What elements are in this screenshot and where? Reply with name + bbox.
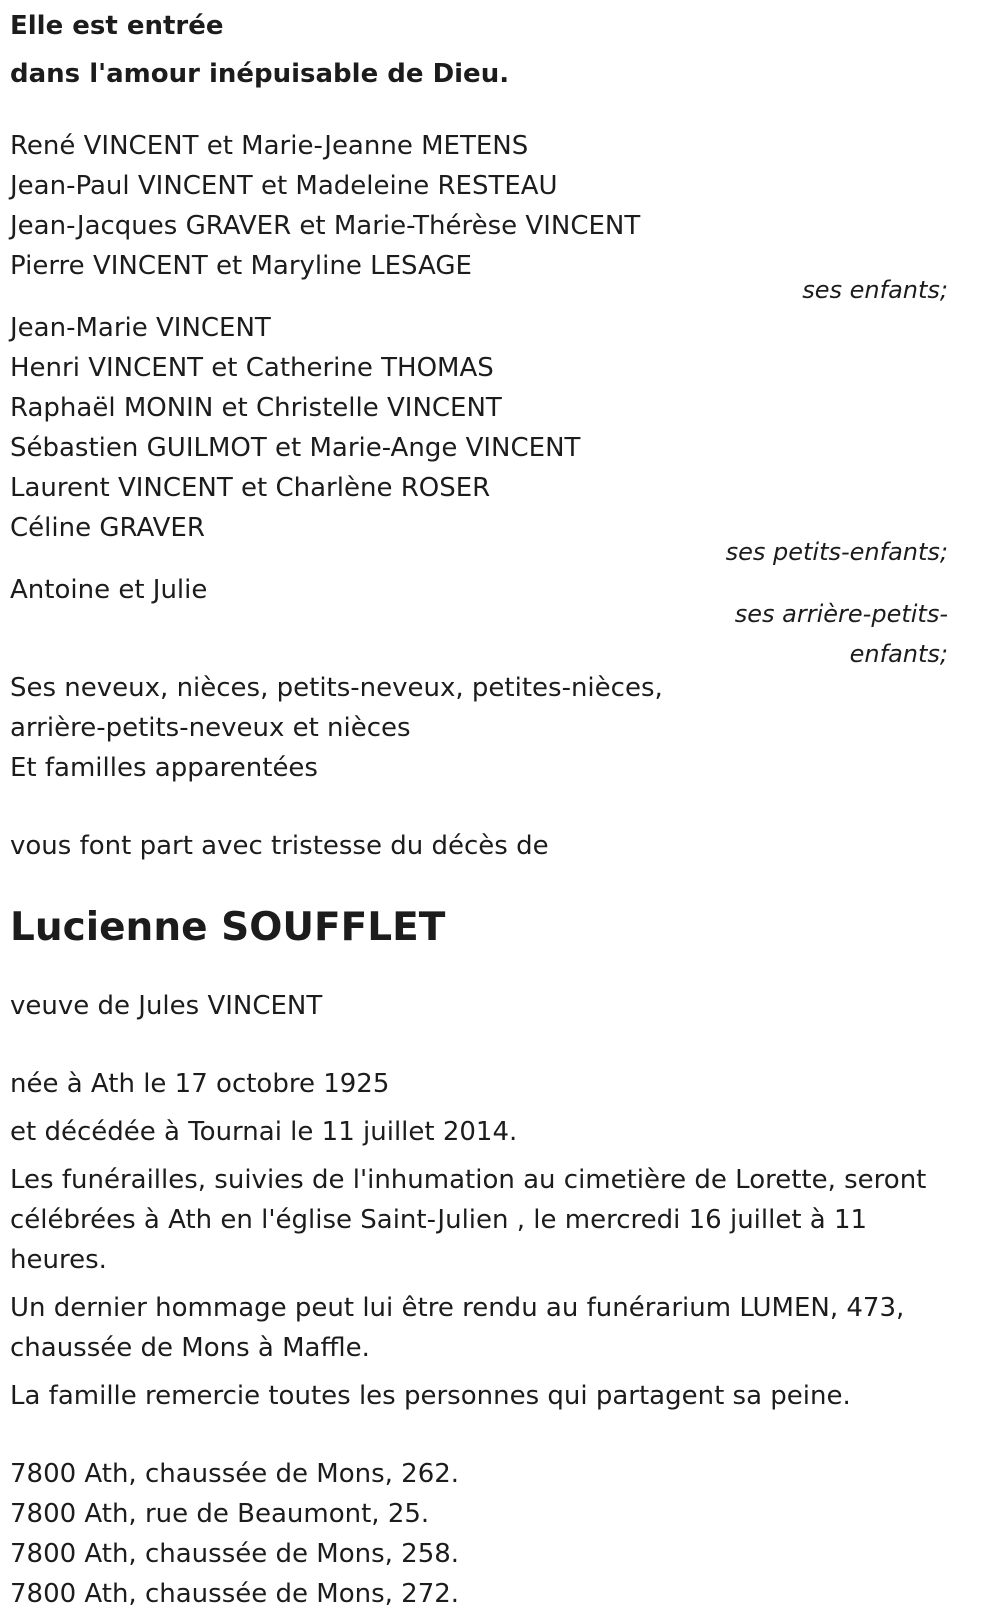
list-item: Antoine et Julie xyxy=(10,575,208,605)
list-item: Raphaël MONIN et Christelle VINCENT xyxy=(10,393,502,423)
children-role: ses enfants; xyxy=(802,276,948,304)
great-grandchildren-role-line-2: enfants; xyxy=(849,640,948,668)
great-grandchildren-role-line-1: ses arrière-petits- xyxy=(734,600,948,628)
great-grandchildren-role xyxy=(735,594,948,674)
address-item: 7800 Ath, rue de Beaumont, 25. xyxy=(10,1499,430,1529)
address-item: 7800 Ath, chaussée de Mons, 258. xyxy=(10,1539,460,1569)
relatives-line-1: Ses neveux, nièces, petits-neveux, petites-nièces, xyxy=(10,673,663,703)
intro-line-2: dans l'amour inépuisable de Dieu. xyxy=(10,59,510,89)
thanks-text: La famille remercie toutes les personnes qui partagent sa peine. xyxy=(10,1381,851,1411)
list-item: René VINCENT et Marie-Jeanne METENS xyxy=(10,131,529,161)
list-item: Pierre VINCENT et Maryline LESAGE xyxy=(10,251,472,281)
address-list xyxy=(10,1454,990,1614)
grandchildren-role: ses petits-enfants; xyxy=(725,538,948,566)
children-list xyxy=(10,124,990,286)
homage-info: Un dernier hommage peut lui être rendu au funérarium LUMEN, 473, chaussée de Mons à Maffle. xyxy=(10,1293,905,1363)
list-item: Laurent VINCENT et Charlène ROSER xyxy=(10,473,491,503)
intro-heading xyxy=(10,0,990,98)
list-item: Sébastien GUILMOT et Marie-Ange VINCENT xyxy=(10,433,581,463)
relatives-line-2: arrière-petits-neveux et nièces xyxy=(10,713,411,743)
relatives-block xyxy=(10,668,990,788)
address-item: 7800 Ath, chaussée de Mons, 262. xyxy=(10,1459,460,1489)
list-item: Jean-Marie VINCENT xyxy=(10,313,271,343)
death-info: et décédée à Tournai le 11 juillet 2014. xyxy=(10,1117,518,1147)
announcement: vous font part avec tristesse du décès de xyxy=(10,831,549,861)
address-item: 7800 Ath, chaussée de Mons, 272. xyxy=(10,1579,460,1609)
birth-info: née à Ath le 17 octobre 1925 xyxy=(10,1069,390,1099)
deceased-name: Lucienne SOUFFLET xyxy=(10,905,446,950)
funeral-info: Les funérailles, suivies de l'inhumation au cimetière de Lorette, seront célébrées à Ath en l'église Saint-Julien , le mercredi 16 juillet à 11 heures. xyxy=(10,1165,927,1275)
intro-line-1: Elle est entrée xyxy=(10,11,224,41)
list-item: Jean-Jacques GRAVER et Marie-Thérèse VINCENT xyxy=(10,211,641,241)
grandchildren-list xyxy=(10,308,990,548)
relatives-line-3: Et familles apparentées xyxy=(10,753,318,783)
list-item: Jean-Paul VINCENT et Madeleine RESTEAU xyxy=(10,171,558,201)
list-item: Céline GRAVER xyxy=(10,513,205,543)
obituary-notice xyxy=(10,0,990,1614)
list-item: Henri VINCENT et Catherine THOMAS xyxy=(10,353,494,383)
widow-of: veuve de Jules VINCENT xyxy=(10,991,323,1021)
